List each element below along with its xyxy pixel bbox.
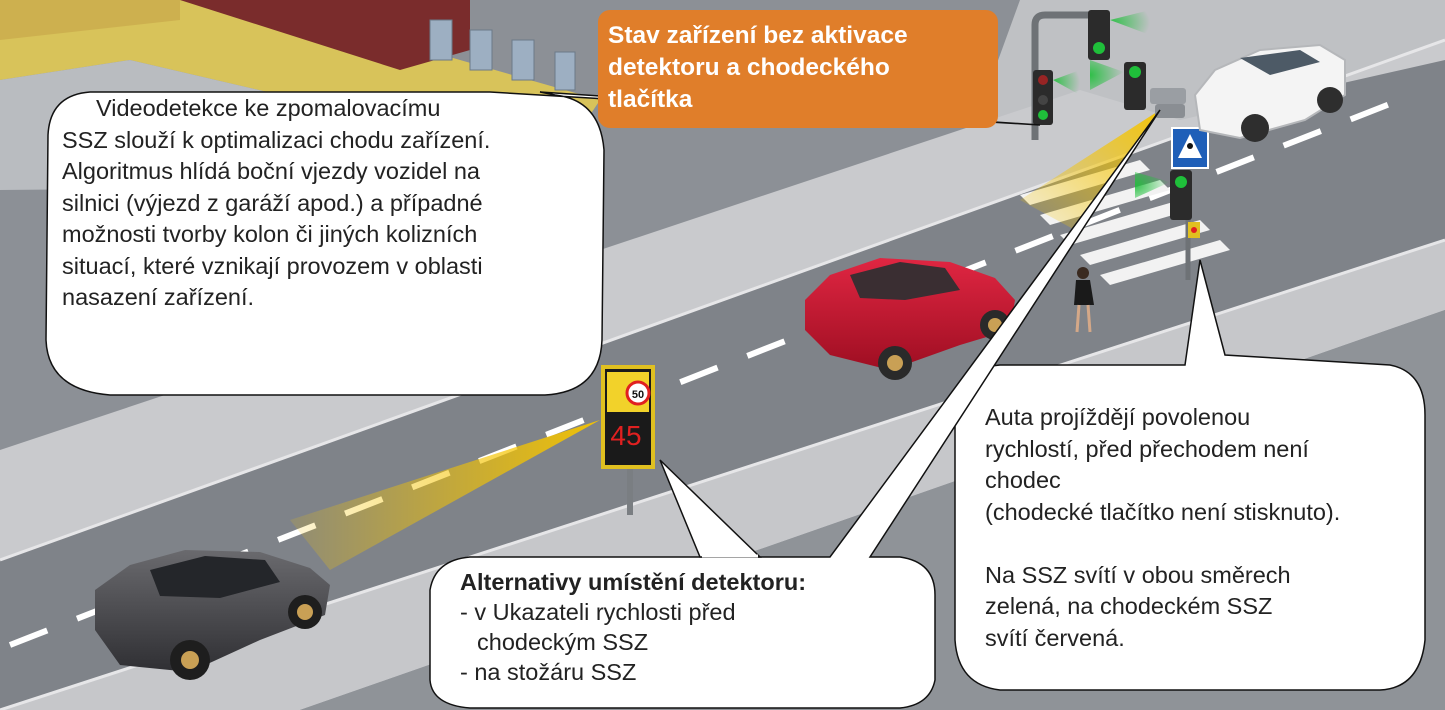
status-line: detektoru a chodeckého: [608, 54, 890, 81]
text-line: zelená, na chodeckém SSZ: [985, 593, 1273, 619]
text-line: chodec: [985, 467, 1061, 493]
alternatives-item: - v Ukazateli rychlosti před: [460, 599, 736, 625]
text-line: Na SSZ svítí v obou směrech: [985, 561, 1291, 588]
status-line: Stav zařízení bez aktivace: [608, 22, 908, 49]
text-line: rychlostí, před přechodem není: [985, 435, 1309, 462]
measured-speed-value: 45: [610, 420, 642, 451]
text-line: nasazení zařízení.: [62, 284, 255, 310]
text-line: situací, které vznikají provozem v oblasti: [62, 252, 483, 279]
alternatives-item: chodeckým SSZ: [477, 629, 649, 655]
alternatives-item: - na stožáru SSZ: [460, 659, 637, 685]
text-line: Algoritmus hlídá boční vjezdy vozidel na: [62, 158, 480, 184]
text-line: silnici (výjezd z garáží apod.) a případné: [62, 189, 483, 216]
alternatives-text: [460, 567, 930, 687]
speed-limit-value: 50: [631, 389, 645, 401]
camera-icon: [1150, 88, 1186, 104]
text-line: svítí červená.: [985, 624, 1125, 651]
alternatives-title: Alternativy umístění detektoru:: [460, 569, 807, 595]
text-line: SSZ slouží k optimalizaci chodu zařízení.: [62, 126, 491, 153]
text-line: [985, 528, 1445, 560]
status-line: tlačítka: [608, 86, 693, 113]
text-line: Videodetekce ke zpomalovacímu: [96, 95, 441, 121]
status-text: [608, 20, 988, 116]
videodetection-text: [62, 93, 622, 314]
state-text: [985, 402, 1445, 654]
text-line: (chodecké tlačítko není stisknuto).: [985, 498, 1341, 525]
text-line: možnosti tvorby kolon či jiných kolizních: [62, 221, 478, 247]
text-line: Auta projíždějí povolenou: [985, 404, 1251, 430]
